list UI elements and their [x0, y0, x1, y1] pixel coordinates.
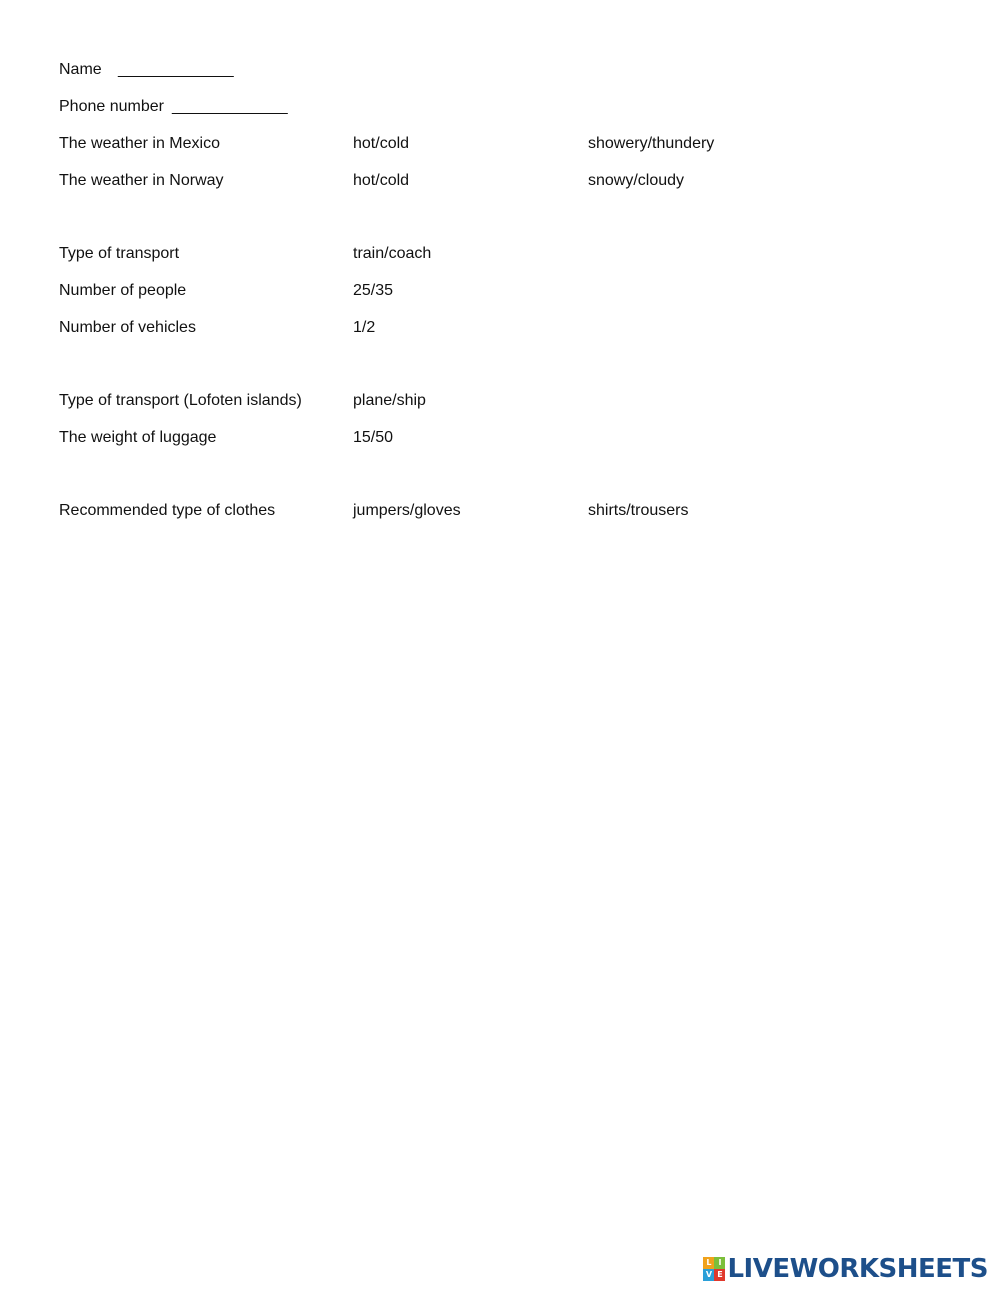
question-label: Type of transport (Lofoten islands): [59, 392, 302, 409]
question-row: [59, 316, 959, 340]
logo-letter: V: [703, 1269, 714, 1281]
question-label: Recommended type of clothes: [59, 502, 276, 519]
answer-option[interactable]: hot/cold: [353, 172, 410, 189]
question-row: [59, 132, 959, 156]
answer-option[interactable]: hot/cold: [353, 135, 410, 152]
question-row: [59, 169, 959, 193]
phone-row: [59, 95, 959, 119]
logo-letter: E: [714, 1269, 725, 1281]
answer-option[interactable]: shirts/trousers: [588, 502, 689, 519]
answer-option[interactable]: showery/thundery: [588, 135, 715, 152]
name-blank[interactable]: _____________: [118, 61, 234, 78]
answer-option[interactable]: train/coach: [353, 245, 432, 262]
question-label: The weather in Norway: [59, 172, 224, 189]
question-label: Number of vehicles: [59, 319, 196, 336]
question-row: [59, 389, 959, 413]
question-label: The weather in Mexico: [59, 135, 220, 152]
liveworksheets-logo: [703, 1253, 988, 1285]
logo-letter: L: [703, 1257, 714, 1269]
answer-option[interactable]: 25/35: [353, 282, 394, 299]
question-row: [59, 242, 959, 266]
question-row: [59, 426, 959, 450]
answer-option[interactable]: jumpers/gloves: [353, 502, 461, 519]
phone-blank[interactable]: _____________: [172, 98, 288, 115]
name-row: [59, 58, 959, 82]
question-row: [59, 279, 959, 303]
answer-option[interactable]: 1/2: [353, 319, 376, 336]
logo-letter: I: [714, 1257, 725, 1269]
question-label: The weight of luggage: [59, 429, 217, 446]
phone-label: Phone number: [59, 98, 164, 115]
question-row: [59, 499, 959, 523]
logo-mark-icon: [703, 1257, 725, 1281]
answer-option[interactable]: plane/ship: [353, 392, 426, 409]
question-label: Number of people: [59, 282, 187, 299]
question-label: Type of transport: [59, 245, 180, 262]
answer-option[interactable]: snowy/cloudy: [588, 172, 685, 189]
answer-option[interactable]: 15/50: [353, 429, 394, 446]
name-label: Name: [59, 61, 102, 78]
logo-text: LIVEWORKSHEETS: [727, 1254, 988, 1284]
